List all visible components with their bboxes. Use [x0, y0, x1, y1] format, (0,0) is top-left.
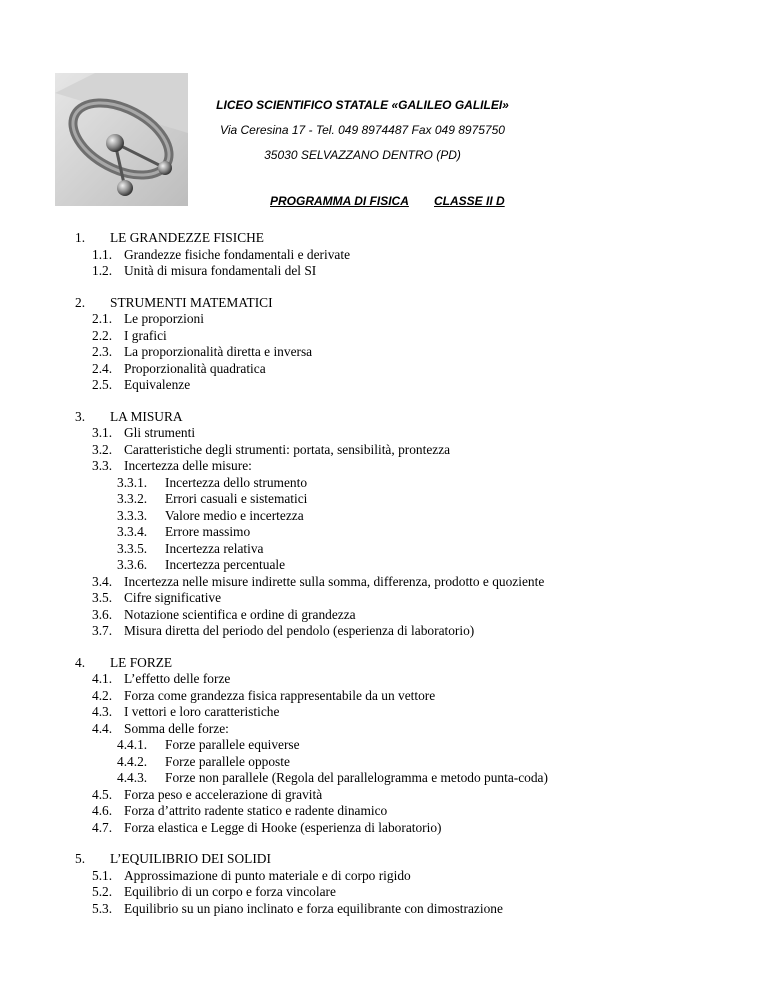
- item-number: 3.3.: [92, 458, 113, 473]
- item-text: Forze non parallele (Regola del parallelogramma e metodo punta-coda): [165, 770, 548, 785]
- item-text: Forza peso e accelerazione di gravità: [124, 786, 323, 802]
- item-number: 3.3.4.: [117, 524, 148, 539]
- subsection-item: [0, 344, 768, 361]
- section: [0, 295, 768, 394]
- item-text: L’EQUILIBRIO DEI SOLIDI: [110, 851, 271, 866]
- item-text: L’effetto delle forze: [124, 671, 231, 686]
- subsection-item: [0, 623, 768, 640]
- item-text: Caratteristiche degli strumenti: portata, sensibilità, prontezza: [124, 441, 451, 457]
- item-number: 3.1.: [92, 425, 113, 440]
- item-number: 3.4.: [92, 573, 113, 589]
- section-heading: [0, 851, 768, 868]
- subsection-item: [0, 328, 768, 345]
- item-number: 5.2.: [92, 884, 113, 899]
- subsection-item: [0, 425, 768, 442]
- item-number: 3.3.1.: [117, 474, 148, 490]
- section-heading: [0, 655, 768, 672]
- item-number: 1.1.: [92, 246, 113, 262]
- item-number: 3.7.: [92, 623, 113, 638]
- section: [0, 409, 768, 640]
- item-number: 4.: [75, 654, 86, 670]
- item-text: Forze parallele opposte: [165, 753, 290, 769]
- subsubsection-item: [0, 508, 768, 525]
- item-number: 3.2.: [92, 441, 113, 457]
- section-heading: [0, 295, 768, 312]
- subsection-item: [0, 458, 768, 475]
- subsubsection-item: [0, 475, 768, 492]
- subsubsection-item: [0, 541, 768, 558]
- subsection-item: [0, 704, 768, 721]
- item-number: 4.7.: [92, 819, 113, 835]
- item-number: 3.6.: [92, 606, 113, 622]
- item-text: La proporzionalità diretta e inversa: [124, 344, 313, 359]
- school-city: 35030 SELVAZZANO DENTRO (PD): [264, 148, 461, 162]
- item-text: Incertezza nelle misure indirette sulla somma, differenza, prodotto e quoziente: [124, 573, 545, 589]
- subsubsection-item: [0, 491, 768, 508]
- item-number: 4.4.: [92, 720, 113, 736]
- subsubsection-item: [0, 770, 768, 787]
- subsection-item: [0, 377, 768, 394]
- program-outline: [0, 230, 768, 932]
- item-text: Equilibrio su un piano inclinato e forza equilibrante con dimostrazione: [124, 900, 503, 916]
- item-text: I grafici: [124, 327, 167, 343]
- item-number: 3.5.: [92, 590, 113, 605]
- subsubsection-item: [0, 524, 768, 541]
- item-text: Forza come grandezza fisica rappresentabile da un vettore: [124, 687, 436, 703]
- item-text: Approssimazione di punto materiale e di corpo rigido: [124, 867, 411, 883]
- school-name: LICEO SCIENTIFICO STATALE «GALILEO GALILEI»: [216, 98, 509, 112]
- item-number: 1.: [75, 230, 86, 245]
- item-number: 4.5.: [92, 786, 113, 802]
- subsubsection-item: [0, 737, 768, 754]
- item-number: 4.2.: [92, 687, 113, 703]
- subsection-item: [0, 263, 768, 280]
- program-title: PROGRAMMA DI FISICA: [270, 194, 409, 208]
- item-text: Forza elastica e Legge di Hooke (esperienza di laboratorio): [124, 819, 442, 835]
- school-logo: [55, 73, 188, 206]
- item-number: 3.: [75, 408, 86, 424]
- item-number: 4.4.2.: [117, 753, 148, 769]
- item-text: Incertezza relativa: [165, 540, 264, 556]
- item-text: Errori casuali e sistematici: [165, 491, 308, 506]
- item-number: 4.1.: [92, 671, 113, 686]
- item-text: Gli strumenti: [124, 425, 196, 440]
- item-text: Forze parallele equiverse: [165, 737, 300, 752]
- item-text: Misura diretta del periodo del pendolo (esperienza di laboratorio): [124, 623, 475, 638]
- section: [0, 230, 768, 280]
- item-number: 5.: [75, 851, 86, 866]
- item-text: LE GRANDEZZE FISICHE: [110, 230, 264, 245]
- item-number: 4.4.3.: [117, 770, 148, 785]
- subsection-item: [0, 607, 768, 624]
- item-number: 2.3.: [92, 344, 113, 359]
- subsection-item: [0, 574, 768, 591]
- item-number: 2.: [75, 294, 86, 310]
- item-text: Forza d’attrito radente statico e radente dinamico: [124, 803, 388, 818]
- subsection-item: [0, 247, 768, 264]
- item-text: Cifre significative: [124, 590, 222, 605]
- subsection-item: [0, 442, 768, 459]
- item-text: Le proporzioni: [124, 311, 204, 326]
- item-text: Valore medio e incertezza: [165, 507, 304, 523]
- subsection-item: [0, 868, 768, 885]
- item-text: I vettori e loro caratteristiche: [124, 704, 280, 719]
- item-number: 5.1.: [92, 867, 113, 883]
- section: [0, 655, 768, 837]
- item-number: 4.6.: [92, 803, 113, 818]
- item-text: Incertezza delle misure:: [124, 458, 252, 473]
- item-text: Unità di misura fondamentali del SI: [124, 263, 317, 278]
- section-heading: [0, 409, 768, 426]
- program-class: CLASSE II D: [434, 194, 505, 208]
- subsection-item: [0, 721, 768, 738]
- item-text: Equivalenze: [124, 377, 191, 392]
- subsection-item: [0, 820, 768, 837]
- subsubsection-item: [0, 754, 768, 771]
- subsection-item: [0, 901, 768, 918]
- item-number: 3.3.6.: [117, 557, 148, 572]
- subsection-item: [0, 787, 768, 804]
- item-text: Errore massimo: [165, 524, 251, 539]
- item-number: 2.4.: [92, 360, 113, 376]
- item-number: 2.1.: [92, 311, 113, 326]
- item-number: 4.3.: [92, 704, 113, 719]
- item-number: 1.2.: [92, 263, 113, 278]
- subsection-item: [0, 361, 768, 378]
- item-number: 4.4.1.: [117, 737, 148, 752]
- subsection-item: [0, 688, 768, 705]
- item-text: Notazione scientifica e ordine di grandezza: [124, 606, 356, 622]
- item-number: 5.3.: [92, 900, 113, 916]
- item-text: Incertezza percentuale: [165, 557, 286, 572]
- item-number: 3.3.3.: [117, 507, 148, 523]
- school-address: Via Ceresina 17 - Tel. 049 8974487 Fax 049 8975750: [220, 123, 505, 137]
- item-text: LE FORZE: [110, 654, 173, 670]
- subsubsection-item: [0, 557, 768, 574]
- subsection-item: [0, 590, 768, 607]
- item-number: 2.5.: [92, 377, 113, 392]
- item-text: Proporzionalità quadratica: [124, 360, 266, 376]
- item-text: Grandezze fisiche fondamentali e derivate: [124, 246, 351, 262]
- subsection-item: [0, 803, 768, 820]
- item-number: 3.3.2.: [117, 491, 148, 506]
- subsection-item: [0, 884, 768, 901]
- subsection-item: [0, 311, 768, 328]
- subsection-item: [0, 671, 768, 688]
- item-text: Incertezza dello strumento: [165, 474, 308, 490]
- item-number: 2.2.: [92, 327, 113, 343]
- item-text: LA MISURA: [110, 408, 183, 424]
- item-text: Somma delle forze:: [124, 720, 229, 736]
- item-text: Equilibrio di un corpo e forza vincolare: [124, 884, 336, 899]
- item-number: 3.3.5.: [117, 540, 148, 556]
- section: [0, 851, 768, 917]
- section-heading: [0, 230, 768, 247]
- item-text: STRUMENTI MATEMATICI: [110, 294, 273, 310]
